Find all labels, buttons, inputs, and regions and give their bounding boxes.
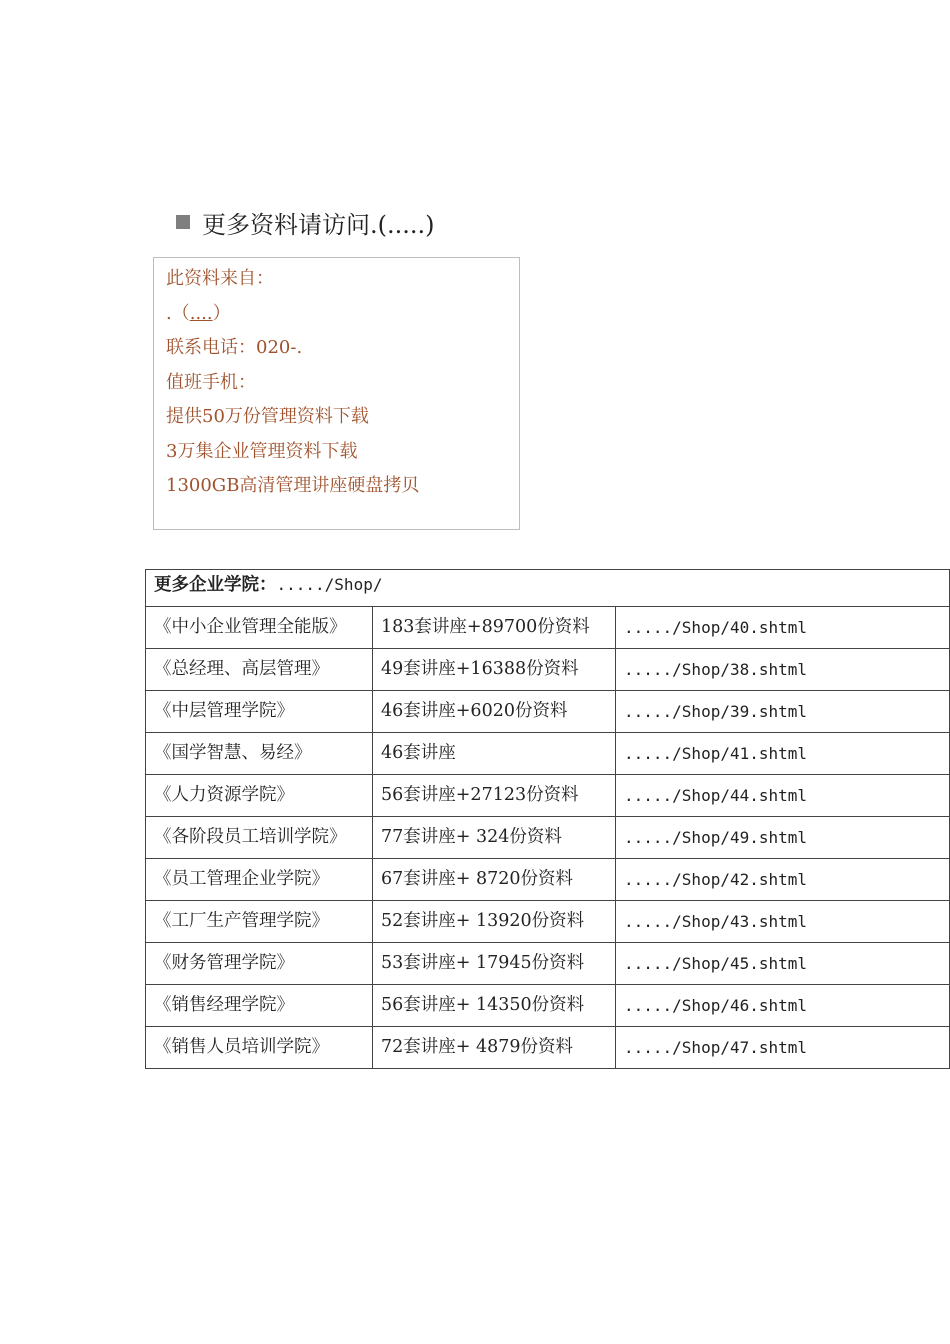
course-content-cell: 53套讲座+ 17945份资料 (373, 943, 616, 985)
table-row (146, 775, 950, 817)
table-row (146, 1027, 950, 1069)
course-url-cell[interactable]: ...../Shop/38.shtml (616, 649, 950, 691)
course-content-cell: 46套讲座 (373, 733, 616, 775)
url-prefix: .（ (166, 302, 190, 324)
course-content-cell: 52套讲座+ 13920份资料 (373, 901, 616, 943)
table-row (146, 691, 950, 733)
course-name-cell: 《工厂生产管理学院》 (146, 901, 373, 943)
table-row (146, 943, 950, 985)
table-header-cell (146, 570, 950, 607)
source-url-line (166, 297, 519, 332)
course-url-cell[interactable]: ...../Shop/45.shtml (616, 943, 950, 985)
course-name-cell: 《人力资源学院》 (146, 775, 373, 817)
course-url-cell[interactable]: ...../Shop/42.shtml (616, 859, 950, 901)
course-content-cell: 56套讲座+27123份资料 (373, 775, 616, 817)
offer-line-1: 提供50万份管理资料下载 (166, 406, 369, 427)
course-name-cell: 《各阶段员工培训学院》 (146, 817, 373, 859)
header-url[interactable]: ...../Shop/ (276, 575, 383, 594)
course-url-cell[interactable]: ...../Shop/49.shtml (616, 817, 950, 859)
shop-table (145, 569, 950, 1069)
source-url-link[interactable]: .... (189, 302, 213, 324)
course-content-cell: 72套讲座+ 4879份资料 (373, 1027, 616, 1069)
course-url-cell[interactable]: ...../Shop/46.shtml (616, 985, 950, 1027)
course-content-cell: 49套讲座+16388份资料 (373, 649, 616, 691)
course-content-cell: 77套讲座+ 324份资料 (373, 817, 616, 859)
course-url-cell[interactable]: ...../Shop/41.shtml (616, 733, 950, 775)
source-label: 此资料来自： (166, 268, 274, 289)
course-content-cell: 183套讲座+89700份资料 (373, 607, 616, 649)
course-name-cell: 《员工管理企业学院》 (146, 859, 373, 901)
course-name-cell: 《销售人员培训学院》 (146, 1027, 373, 1069)
course-url-cell[interactable]: ...../Shop/40.shtml (616, 607, 950, 649)
course-url-cell[interactable]: ...../Shop/43.shtml (616, 901, 950, 943)
page-heading (176, 204, 435, 240)
table-row (146, 859, 950, 901)
header-label: 更多企业学院： (154, 575, 277, 595)
table-row (146, 901, 950, 943)
square-bullet-icon (176, 215, 190, 229)
course-url-cell[interactable]: ...../Shop/47.shtml (616, 1027, 950, 1069)
table-row (146, 733, 950, 775)
course-name-cell: 《中层管理学院》 (146, 691, 373, 733)
mobile-line: 值班手机： (166, 371, 256, 393)
table-header-row (146, 570, 950, 607)
table-row (146, 649, 950, 691)
course-name-cell: 《中小企业管理全能版》 (146, 607, 373, 649)
offer-line-3: 1300GB高清管理讲座硬盘拷贝 (166, 475, 420, 496)
course-url-cell[interactable]: ...../Shop/44.shtml (616, 775, 950, 817)
table-row (146, 985, 950, 1027)
course-name-cell: 《财务管理学院》 (146, 943, 373, 985)
offer-line-2: 3万集企业管理资料下载 (166, 440, 358, 462)
course-content-cell: 46套讲座+6020份资料 (373, 691, 616, 733)
course-name-cell: 《销售经理学院》 (146, 985, 373, 1027)
source-info-box (153, 257, 520, 530)
course-content-cell: 56套讲座+ 14350份资料 (373, 985, 616, 1027)
course-content-cell: 67套讲座+ 8720份资料 (373, 859, 616, 901)
phone-line: 联系电话：020-. (166, 337, 303, 358)
course-url-cell[interactable]: ...../Shop/39.shtml (616, 691, 950, 733)
course-name-cell: 《总经理、高层管理》 (146, 649, 373, 691)
course-name-cell: 《国学智慧、易经》 (146, 733, 373, 775)
table-row (146, 817, 950, 859)
heading-text: 更多资料请访问.(.....) (202, 210, 435, 239)
table-row (146, 607, 950, 649)
url-suffix: ） (212, 302, 231, 324)
